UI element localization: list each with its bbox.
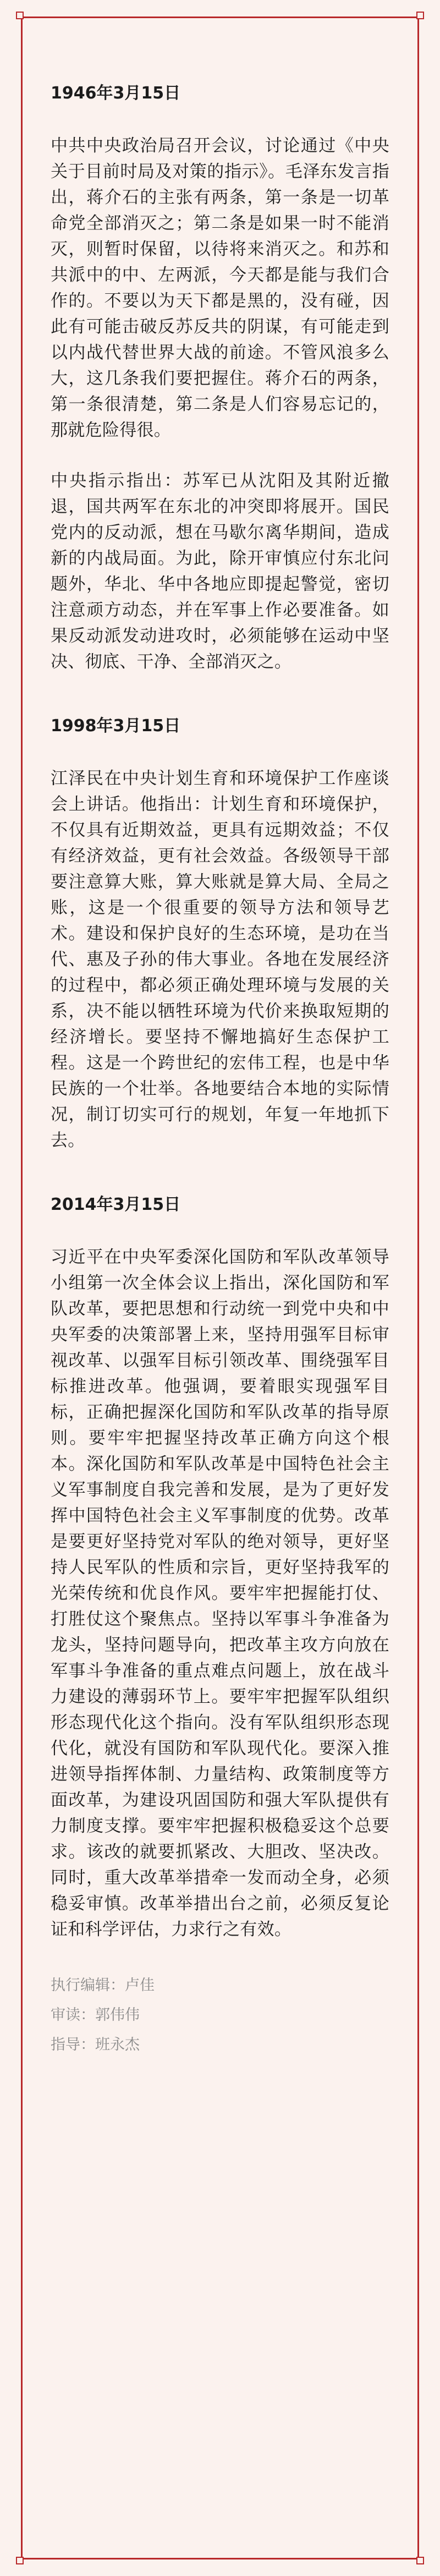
editor-credits [51, 1975, 389, 2056]
credit-advisor: 指导：班永杰 [51, 2036, 140, 2053]
frame-corner-ornament [16, 2557, 24, 2564]
credit-reviewer: 审读：郭伟伟 [51, 2007, 140, 2024]
frame-corner-ornament [416, 2557, 424, 2564]
entry-paragraph: 习近平在中央军委深化国防和军队改革领导小组第一次全体会议上指出，深化国防和军队改革，要把思想和行动统一到党中央和中央军委的决策部署上来，坚持用强军目标审视改革、以强军目标引领改革、围绕强军目标推进改革。他强调，要着眼实现强军目标，正确把握深化国防和军队改革的指导原则。要牢牢把握坚持改革正确方向这个根本。深化国防和军队改革是中国特色社会主义军事制度自我完善和发展，是为了更好发挥中国特色社会主义军事制度的优势。改革是要更好坚持党对军队的绝对领导，更好坚持人民军队的性质和宗旨，更好坚持我军的光荣传统和优良作风。要牢牢把握能打仗、打胜仗这个聚焦点。坚持以军事斗争准备为龙头，坚持问题导向，把改革主攻方向放在军事斗争准备的重点难点问题上，放在战斗力建设的薄弱环节上。要牢牢把握军队组织形态现代化这个指向。没有军队组织形态现代化，就没有国防和军队现代化。要深入推进领导指挥体制、力量结构、政策制度等方面改革，为建设巩固国防和强大军队提供有力制度支撑。要牢牢把握积极稳妥这个总要求。该改的就要抓紧改、大胆改、坚决改。同时，重大改革举措牵一发而动全身，必须稳妥审慎。改革举措出台之前，必须反复论证和科学评估，力求行之有效。 [51, 1247, 389, 1939]
frame-corner-ornament [16, 12, 24, 19]
history-entry-1946 [51, 83, 389, 675]
credit-executive-editor: 执行编辑：卢佳 [51, 1977, 155, 1994]
entry-spacer [51, 700, 389, 715]
entry-paragraph: 江泽民在中央计划生育和环境保护工作座谈会上讲话。他指出：计划生育和环境保护，不仅具有近期效益，更具有远期效益；不仅有经济效益，更有社会效益。各级领导干部要注意算大账，算大账就是算大局、全局之账，这是一个很重要的领导方法和领导艺术。建设和保护良好的生态环境，是功在当代、惠及子孙的伟大事业。各地在发展经济的过程中，都必须正确处理环境与发展的关系，决不能以牺牲环境为代价来换取短期的经济增长。要坚持不懈地搞好生态保护工程。这是一个跨世纪的宏伟工程，也是中华民族的一个壮举。各地要结合本地的实际情况，制订切实可行的规划，年复一年地抓下去。 [51, 769, 389, 1150]
entry-spacer [51, 1179, 389, 1194]
entry-paragraph: 中央指示指出：苏军已从沈阳及其附近撤退，国共两军在东北的冲突即将展开。国民党内的反动派，想在马歇尔离华期间，造成新的内战局面。为此，除开审慎应付东北问题外，华北、华中各地应即提起警觉，密切注意顽方动态，并在军事上作必要准备。如果反动派发动进攻时，必须能够在运动中坚决、彻底、干净、全部消灭之。 [51, 471, 389, 672]
frame-corner-ornament [416, 12, 424, 19]
history-entry-1998 [51, 715, 389, 1154]
entry-date: 2014年3月15日 [51, 1195, 181, 1214]
entry-date: 1946年3月15日 [51, 84, 181, 103]
entry-paragraph: 中共中央政治局召开会议，讨论通过《中央关于目前时局及对策的指示》。毛泽东发言指出，蒋介石的主张有两条，第一条是一切革命党全部消灭之；第二条是如果一时不能消灭，则暂时保留，以待将来消灭之。和苏和共派中的中、左两派，今天都是能与我们合作的。不要以为天下都是黑的，没有碰，因此有可能击破反苏反共的阴谋，有可能走到以内战代替世界大战的前途。不管风浪多么大，这几条我们要把握住。蒋介石的两条，第一条很清楚，第二条是人们容易忘记的，那就危险得很。 [51, 136, 389, 440]
article-body [51, 83, 389, 2064]
entry-date: 1998年3月15日 [51, 716, 181, 736]
history-entry-2014 [51, 1194, 389, 1943]
